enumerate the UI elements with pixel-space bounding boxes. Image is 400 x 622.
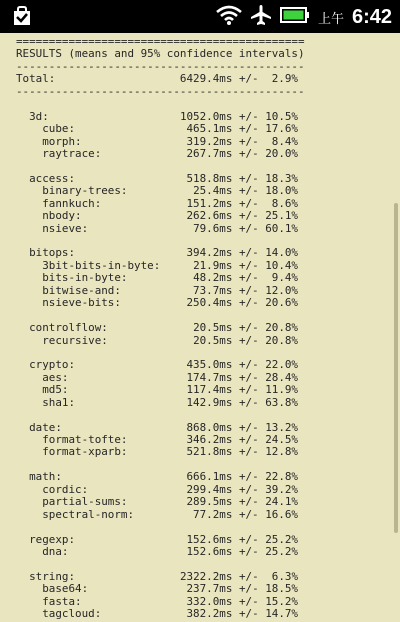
- result-time: 237.7ms: [186, 582, 233, 596]
- result-time: 117.4ms: [186, 383, 233, 397]
- result-name: nsieve:: [42, 221, 89, 235]
- test-row: base64: 237.7ms +/- 18.5%: [42, 582, 298, 596]
- result-name: controlflow:: [29, 321, 108, 335]
- result-confidence: 15.2%: [265, 594, 298, 608]
- wifi-icon: [216, 5, 242, 29]
- separator-line: --------------------------------------------: [16, 84, 305, 98]
- result-name: bits-in-byte:: [42, 271, 128, 285]
- test-row: fannkuch: 151.2ms +/- 8.6%: [42, 196, 298, 210]
- result-time: 79.6ms: [193, 221, 233, 235]
- result-confidence: 18.3%: [265, 171, 298, 185]
- result-name: fannkuch:: [42, 196, 102, 210]
- result-confidence: 18.5%: [265, 582, 298, 596]
- results-heading: RESULTS (means and 95% confidence intervals): [16, 47, 305, 61]
- test-row: partial-sums: 289.5ms +/- 24.1%: [42, 495, 298, 509]
- result-time: 250.4ms: [186, 296, 233, 310]
- separator-line: ============================================: [16, 35, 305, 48]
- result-time: 666.1ms: [186, 470, 233, 484]
- status-icons: [216, 4, 392, 30]
- result-time: 435.0ms: [186, 358, 233, 372]
- result-confidence: 25.2%: [265, 544, 298, 558]
- result-time: 394.2ms: [186, 246, 233, 260]
- result-name: 3d:: [29, 109, 49, 123]
- result-time: 152.6ms: [186, 532, 233, 546]
- result-confidence: 20.8%: [265, 333, 298, 347]
- category-row: date: 868.0ms +/- 13.2%: [29, 420, 298, 434]
- result-confidence: 24.5%: [265, 433, 298, 446]
- result-name: spectral-norm:: [42, 507, 135, 521]
- result-confidence: 18.0%: [265, 184, 298, 198]
- result-time: 20.5ms: [193, 321, 233, 335]
- result-name: nsieve-bits:: [42, 296, 121, 310]
- result-name: tagcloud:: [42, 607, 102, 621]
- test-row: dna: 152.6ms +/- 25.2%: [42, 544, 298, 558]
- result-name: regexp:: [29, 532, 76, 546]
- result-time: 174.7ms: [186, 370, 233, 384]
- test-row: binary-trees: 25.4ms +/- 18.0%: [42, 184, 298, 198]
- test-row: recursive: 20.5ms +/- 20.8%: [42, 333, 298, 347]
- result-time: 332.0ms: [186, 594, 233, 608]
- result-name: 3bit-bits-in-byte:: [42, 258, 161, 272]
- category-row: string: 2322.2ms +/- 6.3%: [29, 569, 299, 583]
- result-name: partial-sums:: [42, 495, 128, 509]
- result-time: 319.2ms: [186, 134, 233, 148]
- result-confidence: 25.2%: [265, 532, 298, 546]
- result-time: 262.6ms: [186, 209, 233, 223]
- result-name: morph:: [42, 134, 82, 148]
- result-name: raytrace:: [42, 146, 102, 160]
- result-confidence: 10.4%: [265, 258, 298, 272]
- result-confidence: 39.2%: [265, 482, 298, 496]
- result-name: cordic:: [42, 482, 89, 496]
- checkmark-bag-icon: [12, 11, 32, 30]
- result-time: 465.1ms: [186, 122, 233, 136]
- category-row: 3d: 1052.0ms +/- 10.5%: [29, 109, 298, 123]
- category-row: access: 518.8ms +/- 18.3%: [29, 171, 298, 185]
- result-time: 142.9ms: [186, 395, 233, 409]
- result-name: md5:: [42, 383, 69, 397]
- result-time: 77.2ms: [193, 507, 233, 521]
- result-time: 267.7ms: [186, 146, 233, 160]
- result-confidence: 12.0%: [265, 283, 298, 297]
- test-row: sha1: 142.9ms +/- 63.8%: [42, 395, 298, 409]
- result-name: base64:: [42, 582, 89, 596]
- result-confidence: 6.3%: [271, 569, 299, 583]
- ampm-label: 上午: [317, 11, 344, 27]
- result-name: format-xparb:: [42, 445, 128, 459]
- result-confidence: 22.0%: [265, 358, 298, 372]
- result-time: 151.2ms: [186, 196, 233, 210]
- result-time: 289.5ms: [186, 495, 233, 509]
- category-row: regexp: 152.6ms +/- 25.2%: [29, 532, 298, 546]
- result-name: nbody:: [42, 209, 82, 223]
- test-row: cube: 465.1ms +/- 17.6%: [42, 122, 298, 136]
- result-name: recursive:: [42, 333, 108, 347]
- test-row: aes: 174.7ms +/- 28.4%: [42, 370, 298, 384]
- result-confidence: 10.5%: [265, 109, 298, 123]
- test-row: spectral-norm: 77.2ms +/- 16.6%: [42, 507, 298, 521]
- result-name: access:: [29, 171, 76, 185]
- blank-line: [16, 98, 305, 110]
- result-time: 6429.4ms: [179, 72, 233, 86]
- result-name: string:: [29, 569, 76, 583]
- results-view[interactable]: [0, 33, 400, 622]
- result-confidence: 13.2%: [265, 420, 298, 434]
- test-row: nbody: 262.6ms +/- 25.1%: [42, 209, 298, 223]
- test-row: md5: 117.4ms +/- 11.9%: [42, 383, 298, 397]
- test-row: tagcloud: 382.2ms +/- 14.7%: [42, 607, 298, 621]
- result-name: format-tofte:: [42, 433, 128, 446]
- test-row: fasta: 332.0ms +/- 15.2%: [42, 594, 298, 608]
- total-row: Total: 6429.4ms +/- 2.9%: [16, 72, 298, 86]
- test-row: cordic: 299.4ms +/- 39.2%: [42, 482, 298, 496]
- result-time: 21.9ms: [193, 258, 233, 272]
- result-name: cube:: [42, 122, 76, 136]
- test-row: bits-in-byte: 48.2ms +/- 9.4%: [42, 271, 298, 285]
- result-confidence: 20.6%: [265, 296, 298, 310]
- result-confidence: 2.9%: [271, 72, 298, 86]
- scrollbar[interactable]: [394, 203, 398, 533]
- result-confidence: 20.0%: [265, 146, 298, 160]
- result-name: sha1:: [42, 395, 76, 409]
- result-name: crypto:: [29, 358, 76, 372]
- result-confidence: 28.4%: [265, 370, 298, 384]
- results-report: [16, 36, 305, 621]
- result-name: Total:: [16, 72, 56, 86]
- result-time: 152.6ms: [186, 544, 233, 558]
- result-confidence: 9.4%: [271, 271, 298, 285]
- result-name: binary-trees:: [42, 184, 128, 198]
- result-confidence: 14.0%: [265, 246, 298, 260]
- result-confidence: 14.7%: [265, 607, 298, 621]
- result-time: 521.8ms: [186, 445, 233, 459]
- test-row: format-tofte: 346.2ms +/- 24.5%: [42, 433, 298, 446]
- result-confidence: 24.1%: [265, 495, 298, 509]
- battery-icon: [280, 6, 310, 28]
- separator-line: --------------------------------------------: [16, 59, 305, 73]
- result-confidence: 60.1%: [265, 221, 298, 235]
- test-row: nsieve: 79.6ms +/- 60.1%: [42, 221, 298, 235]
- notification-area[interactable]: [12, 6, 32, 30]
- category-row: math: 666.1ms +/- 22.8%: [29, 470, 298, 484]
- result-name: bitops:: [29, 246, 76, 260]
- result-name: math:: [29, 470, 62, 484]
- result-time: 299.4ms: [186, 482, 233, 496]
- result-confidence: 63.8%: [265, 395, 298, 409]
- result-name: dna:: [42, 544, 69, 558]
- category-row: bitops: 394.2ms +/- 14.0%: [29, 246, 298, 260]
- result-time: 346.2ms: [186, 433, 233, 446]
- test-row: raytrace: 267.7ms +/- 20.0%: [42, 146, 298, 160]
- result-time: 868.0ms: [186, 420, 233, 434]
- result-confidence: 22.8%: [265, 470, 298, 484]
- result-confidence: 25.1%: [265, 209, 298, 223]
- test-row: 3bit-bits-in-byte: 21.9ms +/- 10.4%: [42, 258, 298, 272]
- clock-time: 6:42: [351, 5, 392, 28]
- test-row: nsieve-bits: 250.4ms +/- 20.6%: [42, 296, 298, 310]
- result-name: bitwise-and:: [42, 283, 121, 297]
- test-row: morph: 319.2ms +/- 8.4%: [42, 134, 298, 148]
- result-confidence: 20.8%: [265, 321, 298, 335]
- airplane-icon: [250, 4, 272, 30]
- category-row: crypto: 435.0ms +/- 22.0%: [29, 358, 298, 372]
- result-confidence: 11.9%: [265, 383, 298, 397]
- result-confidence: 17.6%: [265, 122, 298, 136]
- result-confidence: 16.6%: [265, 507, 298, 521]
- result-time: 2322.2ms: [179, 569, 233, 583]
- result-name: aes:: [42, 370, 69, 384]
- result-time: 25.4ms: [193, 184, 233, 198]
- result-time: 48.2ms: [193, 271, 233, 285]
- result-name: fasta:: [42, 594, 82, 608]
- result-time: 1052.0ms: [179, 109, 233, 123]
- test-row: bitwise-and: 73.7ms +/- 12.0%: [42, 283, 298, 297]
- test-row: format-xparb: 521.8ms +/- 12.8%: [42, 445, 298, 459]
- category-row: controlflow: 20.5ms +/- 20.8%: [29, 321, 298, 335]
- result-confidence: 8.4%: [271, 134, 298, 148]
- status-bar: [0, 0, 400, 33]
- result-time: 20.5ms: [193, 333, 233, 347]
- result-name: date:: [29, 420, 62, 434]
- result-time: 73.7ms: [193, 283, 233, 297]
- result-confidence: 8.6%: [271, 196, 298, 210]
- result-time: 518.8ms: [186, 171, 233, 185]
- result-time: 382.2ms: [186, 607, 233, 621]
- result-confidence: 12.8%: [265, 445, 298, 459]
